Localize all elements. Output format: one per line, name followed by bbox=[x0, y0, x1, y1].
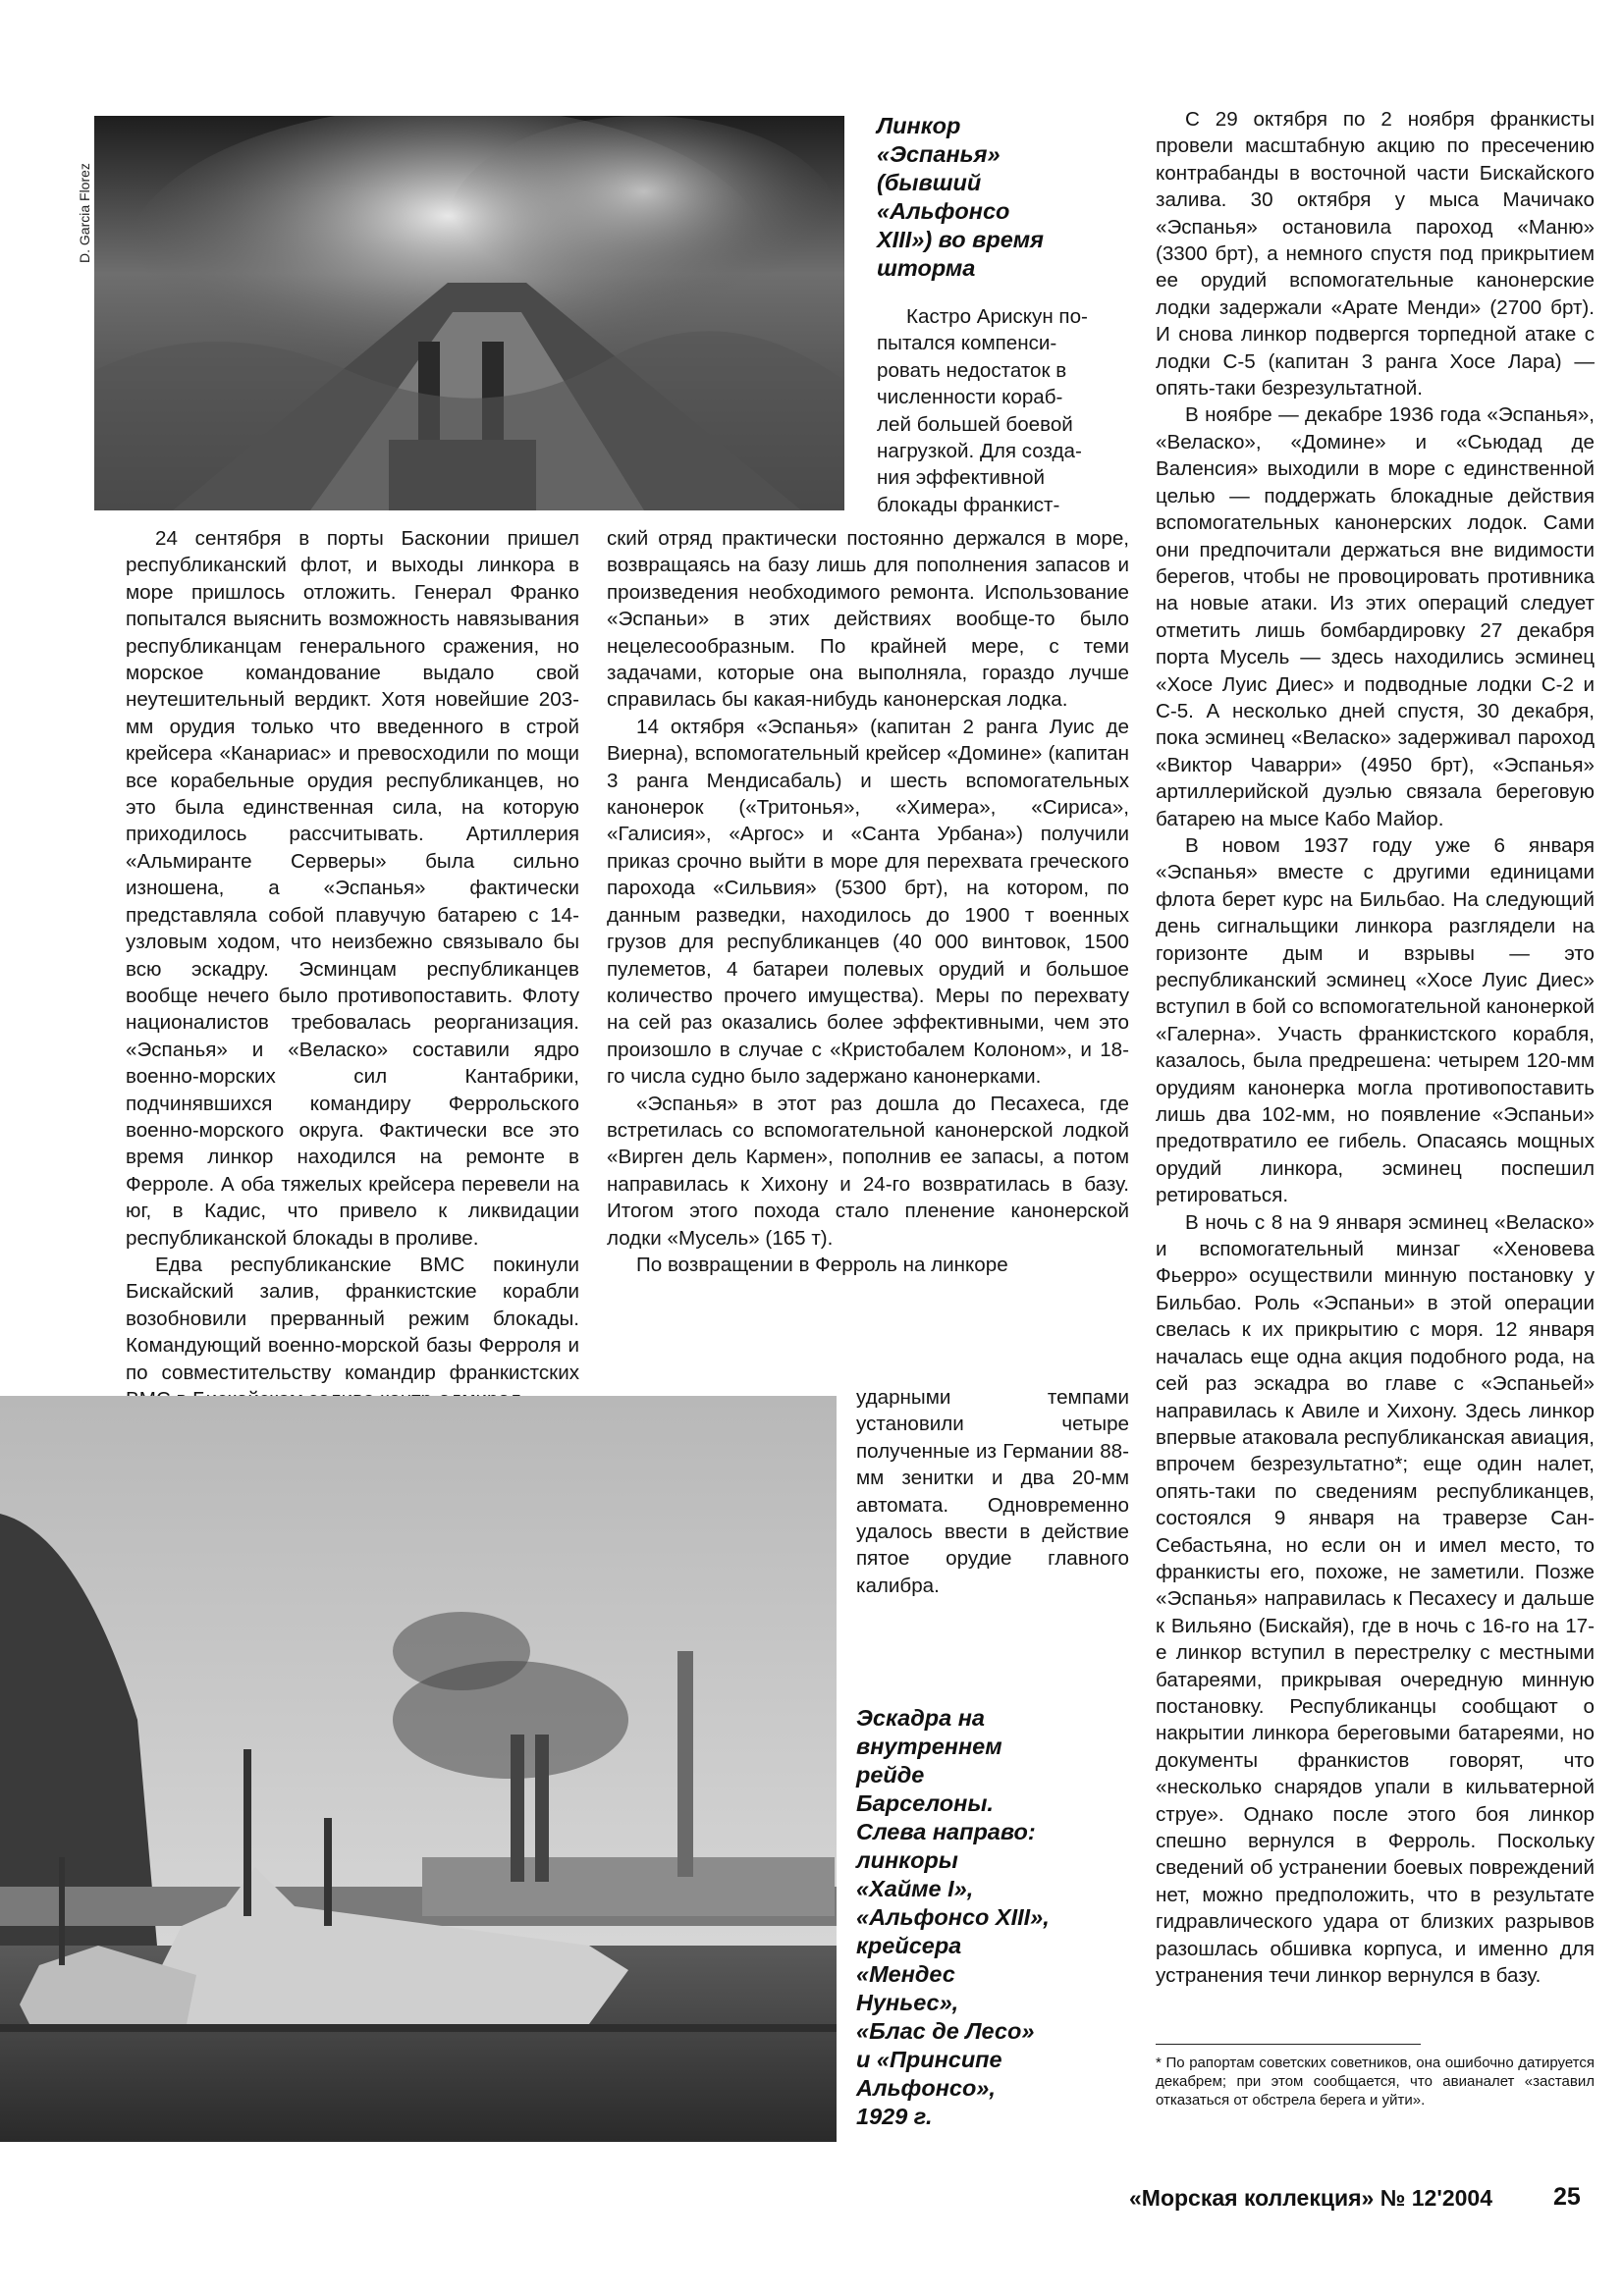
paragraph: В ночь с 8 на 9 января эсминец «Веласко» и вспомогательный минзаг «Хеновева Фьерро» осуществили минную постановку у Бильбао. Роль «Эспаньи» в этой операции свелась к их прикрытию с моря. 12 января началась еще одна акция подобного рода, на сей раз эскадра во главе с «Эспаньей» направилась к Авиле и Хихону. Здесь линкор впервые атаковала республиканская авиация, впрочем безрезультатно*; еще один налет, опять-таки по сведениям республиканцев, состоялся 9 января на траверзе Сан-Себастьяна, но если он и имел место, то франкисты его, похоже, не заметили. Позже «Эспанья» направилась к Песахесу и дальше к Вильяно (Бискайя), где в ночь с 16-го на 17-е линкор вступил в перестрелку с местными батареями, прикрывая очередную минную постановку. Республиканцы сообщают о накрытии линкора береговыми батареями, но документы франкистов говорят, что «несколько снарядов упали в кильватерной струе». Однако после этого боя линкор спешно вернулся в Ферроль. Поскольку сведений об устранении боевых повреждений нет, можно предположить, что в результате гидравлического удара от близких разрывов разошлась обшивка корпуса, и именно для устранения течи линкор вернулся в базу. bbox=[1156, 1210, 1595, 1988]
caption-line: и «Принсипе bbox=[856, 2047, 1002, 2072]
storm-photo bbox=[94, 116, 844, 510]
caption-line: «Блас де Лесо» bbox=[856, 2018, 1035, 2044]
text-line: пытался компенси- bbox=[877, 332, 1057, 355]
magazine-issue: «Морская коллекция» № 12'2004 bbox=[1129, 2185, 1492, 2211]
paragraph: В новом 1937 году уже 6 января «Эспанья» вместе с другими единицами флота берет курс на Бильбао. На следующий день сигнальщики линкора разглядели на горизонте дым и взрывы — это республиканский эсминец «Хосе Луис Диес» вступил в бой со вспомогательной канонеркой «Галерна». Участь франкистского корабля, казалось, была предрешена: четырем 120-мм орудиям канонерка могла противопоставить лишь два 102-мм, но появление «Эспаньи» предотвратило ее гибель. Опасаясь мощных орудий линкора, эсминец поспешил ретироваться. bbox=[1156, 833, 1595, 1207]
barcelona-photo bbox=[0, 1396, 837, 2142]
text-line: ния эффективной bbox=[877, 466, 1046, 490]
text-line: лей большей боевой bbox=[877, 412, 1073, 436]
storm-photo-caption bbox=[877, 112, 1132, 283]
storm-photo-image bbox=[94, 116, 844, 510]
caption-line: «Хайме I», bbox=[856, 1876, 974, 1901]
caption-line: рейде bbox=[856, 1762, 925, 1788]
text-line: нагрузкой. Для созда- bbox=[877, 440, 1082, 463]
caption-line: «Альфонсо bbox=[877, 198, 1010, 224]
caption-line: Слева направо: bbox=[856, 1819, 1036, 1844]
footnote-divider bbox=[1156, 2044, 1421, 2045]
barcelona-photo-image bbox=[0, 1396, 837, 2142]
paragraph: По возвращении в Ферроль на линкоре bbox=[636, 1253, 1008, 1276]
paragraph: С 29 октября по 2 ноября франкисты провели масштабную акцию по пресечению контрабанды в восточной части Бискайского залива. 30 октября у мыса Мачичако «Эспанья» остановила пароход «Маню» (3300 брт), а немного спустя под прикрытием ее орудий вспомогательные канонерские лодки задержали «Арате Менди» (2700 брт). И снова линкор подвергся торпедной атаке с лодки С-5 (капитан 3 ранга Хосе Лара) — опять-таки безрезультатной. bbox=[1156, 108, 1595, 400]
column-mid-top-text bbox=[877, 303, 1130, 518]
caption-line: Эскадра на bbox=[856, 1705, 985, 1731]
paragraph: Едва республиканские ВМС покинули Бискайский залив, франкистские корабли возобновили прерванный режим блокады. Командующий военно-морской базы Ферроля и по совместительству командир франкистских bbox=[126, 1253, 579, 1384]
caption-line: Линкор bbox=[877, 113, 961, 138]
text-line: блокады франкист- bbox=[877, 493, 1060, 516]
caption-line: шторма bbox=[877, 255, 976, 281]
paragraph: «Эспанья» в этот раз дошла до Песахеса, где встретилась со вспомогательной канонерской лодкой «Вирген дель Кармен», пополнив ее запасы, а потом направилась к Хихону и 24-го возвратилась в базу. Итогом этого похода стало пленение канонерской лодки «Мусель» (165 т). bbox=[607, 1092, 1129, 1250]
barcelona-photo-caption bbox=[856, 1704, 1131, 2131]
caption-line: «Эспанья» bbox=[877, 141, 1001, 167]
caption-line: линкоры bbox=[856, 1847, 958, 1873]
caption-line: Нуньес», bbox=[856, 1990, 959, 2015]
caption-line: (бывший bbox=[877, 170, 982, 195]
column-2-text bbox=[607, 525, 1129, 1278]
footnote: * По рапортам советских советников, она ошибочно датируется декабрем; при этом сообщается, что авианалет «заставил отказаться от обстрела берега и уйти». bbox=[1156, 2055, 1595, 2109]
page-number: 25 bbox=[1553, 2183, 1581, 2211]
photo-credit: D. Garcia Florez bbox=[77, 163, 92, 263]
text-line: Кастро Арискун по- bbox=[906, 305, 1088, 328]
column-2-narrow-text bbox=[856, 1384, 1129, 1599]
column-3-text bbox=[1156, 106, 1595, 1989]
text-line: ровать недостаток в bbox=[877, 358, 1067, 382]
caption-line: крейсера bbox=[856, 1933, 962, 1958]
paragraph: 14 октября «Эспанья» (капитан 2 ранга Луис де Виерна), вспомогательный крейсер «Домине» (капитан 3 ранга Мендисабаль) и шесть вспомогательных канонерок («Тритонья», «Химера», «Сириса», «Галисия», «Аргос» и «Санта Урбана») получили приказ срочно выйти в море для перехвата греческого парохода «Сильвия» (5300 брт), на котором, по данным разведки, находилось до 1900 т военных грузов для республиканцев (40 000 винтовок, 1500 пулеметов, 4 батареи полевых орудий и большое количество прочего имущества). Меры по перехвату на сей раз оказались более эффективными, чем это произошло в случае с «Кристобалем Колоном», и 18-го числа судно было задержано канонерками. bbox=[607, 715, 1129, 1089]
caption-line: XIII») во время bbox=[877, 227, 1045, 252]
caption-line: внутреннем bbox=[856, 1734, 1002, 1759]
paragraph: В ноябре — декабре 1936 года «Эспанья», «Веласко», «Домине» и «Сьюдад де Валенсия» выходили в море с единственной целью — поддержать блокадные действия вспомогательных канонерских лодок. Сами они предпочитали держаться вне видимости берегов, чтобы не провоцировать противника на новые атаки. Из этих операций следует отметить лишь бомбардировку 27 декабря порта Мусель — здесь находились эсминец «Хосе Луис Диес» и подводные лодки С-2 и С-5. А несколько дней спустя, 30 декабря, пока эсминец «Веласко» задерживал пароход «Виктор Чаварри» (4950 брт), «Эспанья» артиллерийской дуэлью связала береговую батарею на мысе Кабо Майор. bbox=[1156, 403, 1595, 830]
caption-line: «Альфонсо XIII», bbox=[856, 1904, 1050, 1930]
text-line: численности кораб- bbox=[877, 386, 1063, 409]
caption-line: Барселоны. bbox=[856, 1790, 994, 1816]
caption-line: Альфонсо», bbox=[856, 2075, 996, 2101]
paragraph: 24 сентября в порты Басконии пришел республиканский флот, и выходы линкора в море пришлось отложить. Генерал Франко попытался выяснить возможность навязывания республиканцам генерального сражения, но морское командование выдало свой неутешительный вердикт. Хотя новейшие 203-мм орудия только что введенного в строй крейсера «Канариас» и превосходили по мощи все корабельные орудия республиканцев, но это была единственная сила, на которую приходилось рассчитывать. Артиллерия «Альмиранте Серверы» была сильно изношена, а «Эспанья» фактически представляла собой плавучую батарею с 14-узловым ходом, что неизбежно связывало бы всю эскадру. Эсминцам республиканцев вообще нечего было противопоставить. Флоту националистов требовалась реорганизация. «Эспанья» и «Веласко» составили ядро военно-морских сил Кантабрики, подчинявшихся командиру Феррольского военно-морского округа. Фактически все это время линкор находился на ремонте в Ферроле. А оба тяжелых крейсера перевели на юг, в Кадис, что привело к ликвидации республиканской блокады в проливе. bbox=[126, 527, 579, 1250]
caption-line: «Мендес bbox=[856, 1961, 955, 1987]
column-1-text bbox=[126, 525, 579, 1413]
caption-line: 1929 г. bbox=[856, 2104, 933, 2129]
paragraph: ский отряд практически постоянно держался в море, возвращаясь на базу лишь для пополнения запасов и произведения необходимого ремонта. Использование «Эспаньи» в этих действиях вообще-то было нецелесообразным. По крайней мере, с теми задачами, которые она выполняла, гораздо лучше справилась бы какая-нибудь канонерская лодка. bbox=[607, 527, 1129, 712]
paragraph: ударными темпами установили четыре полученные из Германии 88-мм зенитки и два 20-мм автомата. Одновременно удалось ввести в действие пятое орудие главного калибра. bbox=[856, 1386, 1129, 1597]
